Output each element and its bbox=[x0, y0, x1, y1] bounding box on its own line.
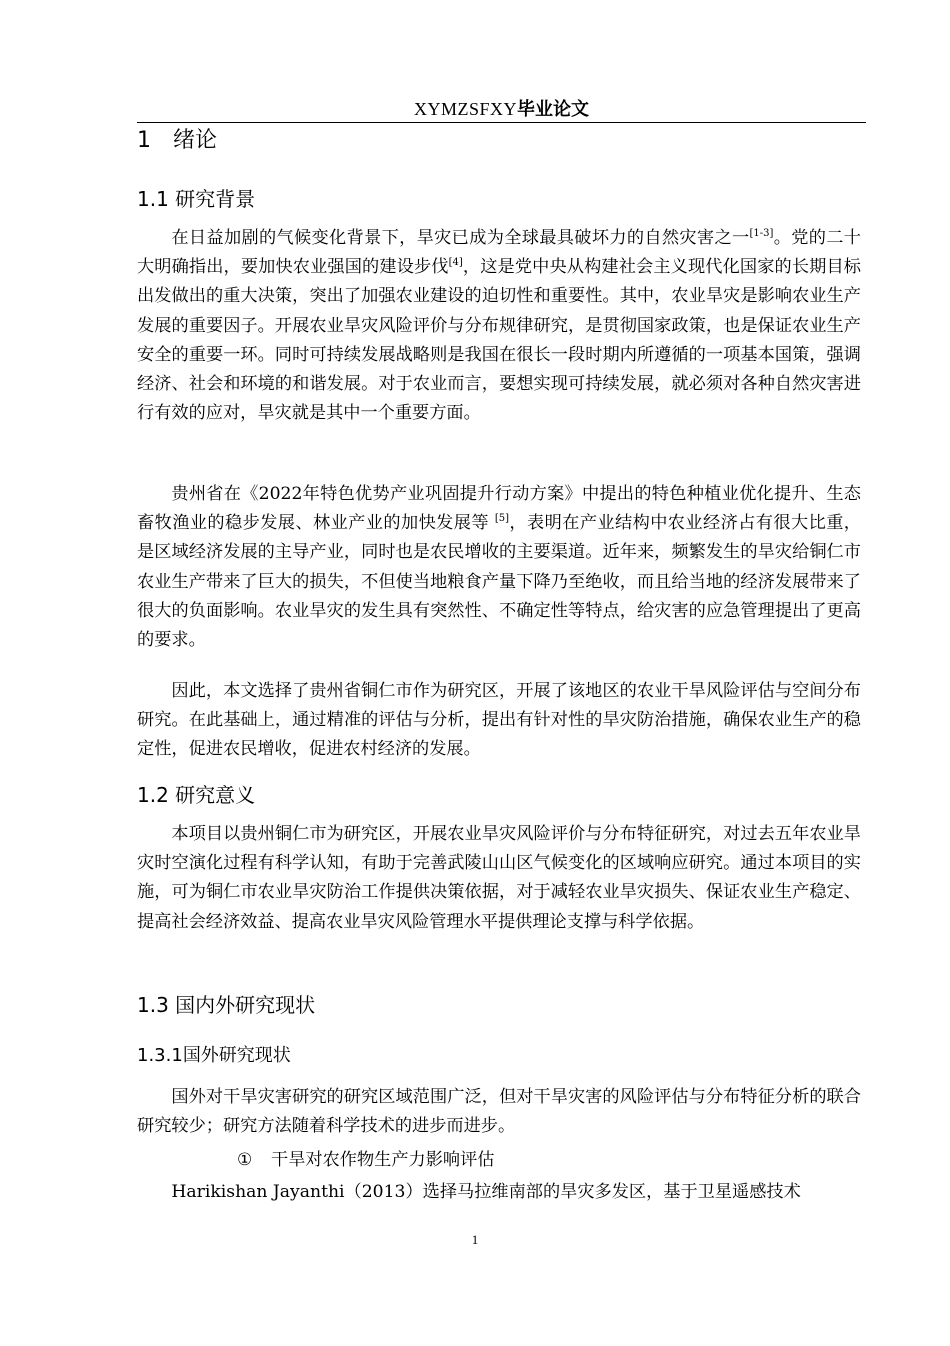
page-header bbox=[137, 96, 866, 123]
paragraph-text: 。党的二十大明确指出，要加快农业强国的建设步伐 bbox=[137, 228, 861, 278]
subsection-heading-1-3-1 bbox=[137, 1042, 291, 1070]
paragraph-text: ，这是党中央从构建社会主义现代化国家的长期目标出发做出的重大决策，突出了加强农业建设的迫切性和重要性。其中，农业旱灾是影响农业生产发展的重要因子。开展农业旱灾风险评价与分布规律研究，是贯彻国家政策，也是保证农业生产安全的重要一环。同时可持续发展战略则是我国在很长一段时期内所遵循的一项基本国策，强调经济、社会和环境的和谐发展。对于农业而言，要想实现可持续发展，就必须对各种自然灾害进行有效的应对，旱灾就是其中一个重要方面。 bbox=[137, 257, 861, 424]
paragraph-background-1 bbox=[137, 224, 861, 428]
section-heading-1-2 bbox=[137, 780, 255, 810]
subsection-title: 国外研究现状 bbox=[182, 1045, 291, 1066]
section-heading-1-1 bbox=[137, 184, 255, 214]
section-heading-1-3 bbox=[137, 990, 315, 1020]
item-text: 干旱对农作物生产力影响评估 bbox=[271, 1150, 495, 1170]
citation: [5] bbox=[494, 513, 510, 525]
paragraph-background-2 bbox=[137, 480, 861, 655]
section-number: 1.2 bbox=[137, 783, 169, 807]
paragraph-text: 贵州省在《2022年特色优势产业巩固提升行动方案》中提出的特色种植业优化提升、生态畜牧渔业的稳步发展、林业产业的加快发展等 bbox=[137, 484, 861, 534]
item-marker: ① bbox=[237, 1150, 253, 1170]
paragraph-significance: 本项目以贵州铜仁市为研究区，开展农业旱灾风险评价与分布特征研究，对过去五年农业旱灾时空演化过程有科学认知，有助于完善武陵山山区气候变化的区域响应研究。通过本项目的实施，可为铜仁市农业旱灾防治工作提供决策依据，对于减轻农业旱灾损失、保证农业生产稳定、提高社会经济效益、提高农业旱灾风险管理水平提供理论支撑与科学依据。 bbox=[137, 824, 861, 932]
subsection-number: 1.3.1 bbox=[137, 1045, 183, 1066]
citation: [1-3] bbox=[749, 228, 774, 239]
paragraph-background-3: 因此，本文选择了贵州省铜仁市作为研究区，开展了该地区的农业干旱风险评估与空间分布研究。在此基础上，通过精准的评估与分析，提出有针对性的旱灾防治措施，确保农业生产的稳定性，促进农民增收，促进农村经济的发展。 bbox=[137, 681, 861, 760]
section-number: 1.3 bbox=[137, 993, 169, 1017]
numbered-item bbox=[237, 1146, 494, 1174]
paragraph-foreign-research: 国外对干旱灾害研究的研究区域范围广泛，但对干旱灾害的风险评估与分布特征分析的联合研究较少；研究方法随着科学技术的进步而进步。 bbox=[137, 1087, 861, 1137]
chapter-number: 1 bbox=[137, 128, 151, 153]
section-title: 国内外研究现状 bbox=[175, 993, 316, 1017]
paragraph-text: 在日益加剧的气候变化背景下，旱灾已成为全球最具破坏力的自然灾害之一 bbox=[171, 228, 750, 248]
citation: [4] bbox=[448, 257, 463, 269]
section-title: 研究背景 bbox=[175, 187, 256, 211]
page-number: 1 bbox=[471, 1232, 479, 1247]
chapter-heading bbox=[137, 125, 217, 157]
chapter-title: 绪论 bbox=[173, 128, 218, 153]
header-title: 毕业论文 bbox=[517, 99, 590, 120]
header-code: XYMZSFXY bbox=[413, 99, 518, 119]
paragraph-jayanthi: Harikishan Jayanthi（2013）选择马拉维南部的旱灾多发区，基于卫星遥感技术 bbox=[171, 1182, 801, 1202]
section-number: 1.1 bbox=[137, 187, 169, 211]
section-title: 研究意义 bbox=[175, 783, 256, 807]
paragraph-text: ，表明在产业结构中农业经济占有很大比重，是区域经济发展的主导产业，同时也是农民增收的主要渠道。近年来，频繁发生的旱灾给铜仁市农业生产带来了巨大的损失，不但使当地粮食产量下降乃至绝收，而且给当地的经济发展带来了很大的负面影响。农业旱灾的发生具有突然性、不确定性等特点，给灾害的应急管理提出了更高的要求。 bbox=[137, 513, 861, 651]
